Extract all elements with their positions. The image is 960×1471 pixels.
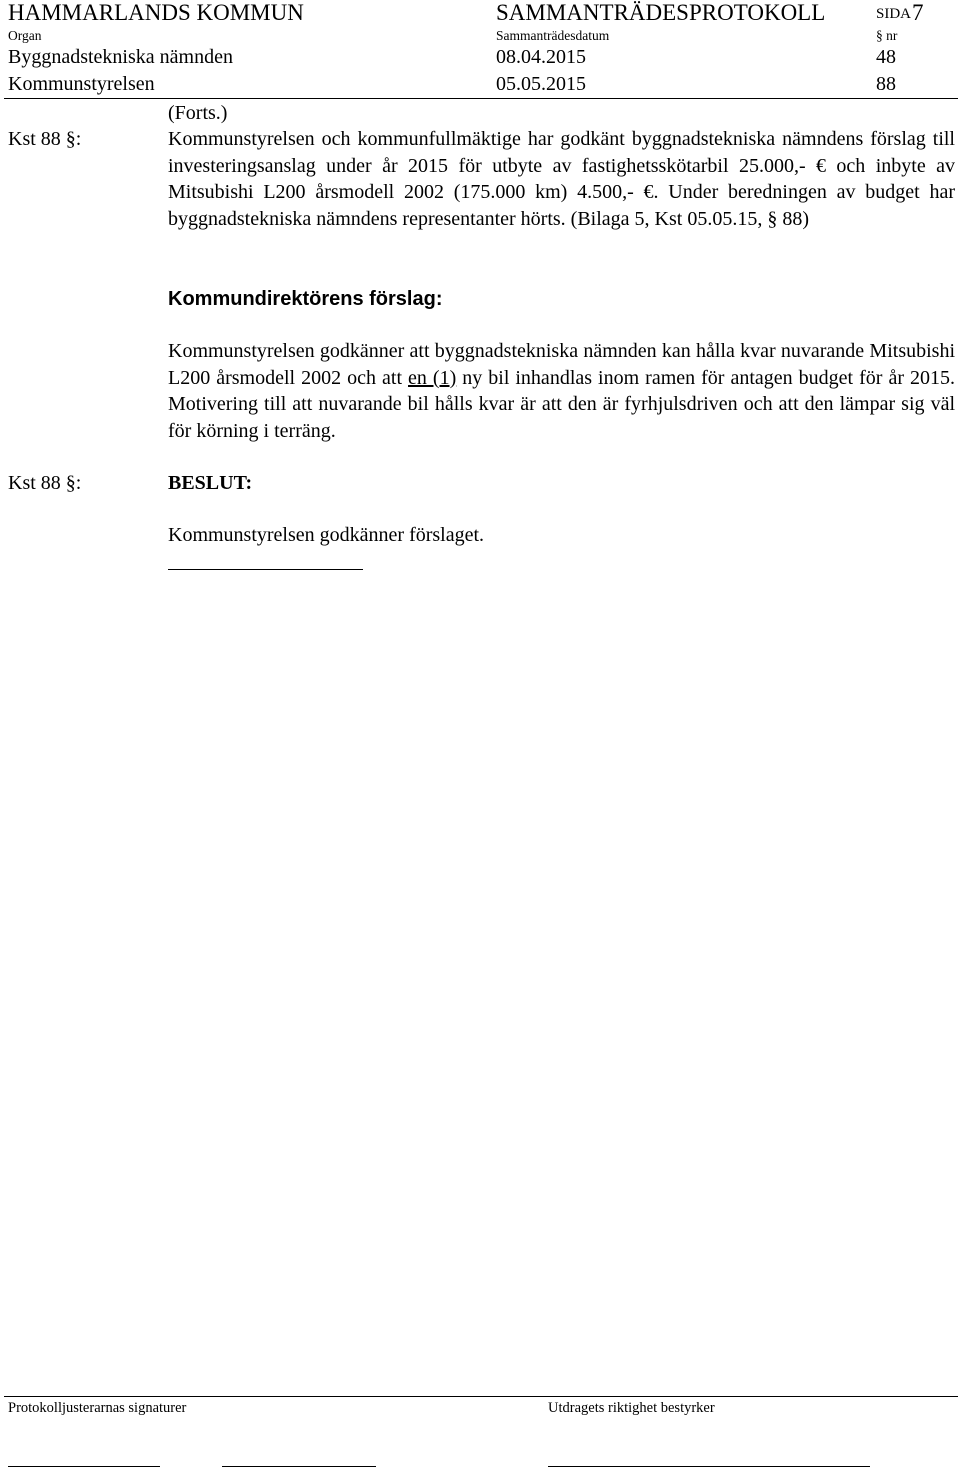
continued-marker: (Forts.) [168,102,228,124]
signatures-label: Protokolljusterarnas signaturer [8,1400,187,1416]
proposal-heading: Kommundirektörens förslag: [168,288,443,310]
certification-signature-line [548,1466,870,1467]
proposal-paragraph [168,338,955,445]
organ-row-2: Kommunstyrelsen [8,73,155,95]
nr-row-1: 48 [876,46,896,68]
background-paragraph: Kommunstyrelsen och kommunfullmäktige har godkänt byggnadstekniska nämndens förslag till investeringsanslag under år 2015 för utbyte av fastighetsskötarbil 25.000,- € och inbyte av Mitsubishi L200 årsmodell 2002 (175.000 km) 4.500,- €. Under beredningen av budget har byggnadstekniska nämndens representanter hörts. (Bilaga 5, Kst 05.05.15, § 88) [168,128,955,231]
date-row-2: 05.05.2015 [496,73,586,95]
decision-end-line [168,569,363,570]
decision-heading: BESLUT: [168,472,253,494]
proposal-text-start: Kommunstyrelsen godkänner att byggnadstekniska nämnden kan hålla kvar nuvarande Mitsubishi L200 årsmodell 2002 och att [168,340,955,389]
section-label: Kst 88 §: [8,128,82,150]
header-divider [4,98,958,99]
document-type: SAMMANTRÄDESPROTOKOLL [496,0,826,25]
column-label-organ: Organ [8,28,42,43]
proposal-text-end: ny bil inhandlas inom ramen för antagen budget för år 2015. Motivering till att nuvarande bil hålls kvar är att den är fyrhjulsdriven och att den lämpar sig väl för körning i terräng. [168,366,956,443]
decision-section-label: Kst 88 §: [8,472,82,494]
signature-line-2 [222,1466,376,1467]
municipality-name: HAMMARLANDS KOMMUN [8,0,304,25]
signature-line-1 [8,1466,160,1467]
footer-divider [4,1396,958,1397]
column-label-nr: § nr [876,28,898,43]
decision-text: Kommunstyrelsen godkänner förslaget. [168,524,485,546]
certified-label: Utdragets riktighet bestyrker [548,1400,715,1416]
page-label: SIDA [876,6,912,22]
proposal-underlined-count: en (1) [408,366,457,389]
nr-row-2: 88 [876,73,896,95]
column-label-date: Sammanträdesdatum [496,28,610,43]
page-number: 7 [912,0,924,25]
date-row-1: 08.04.2015 [496,46,586,68]
organ-row-1: Byggnadstekniska nämnden [8,46,233,68]
